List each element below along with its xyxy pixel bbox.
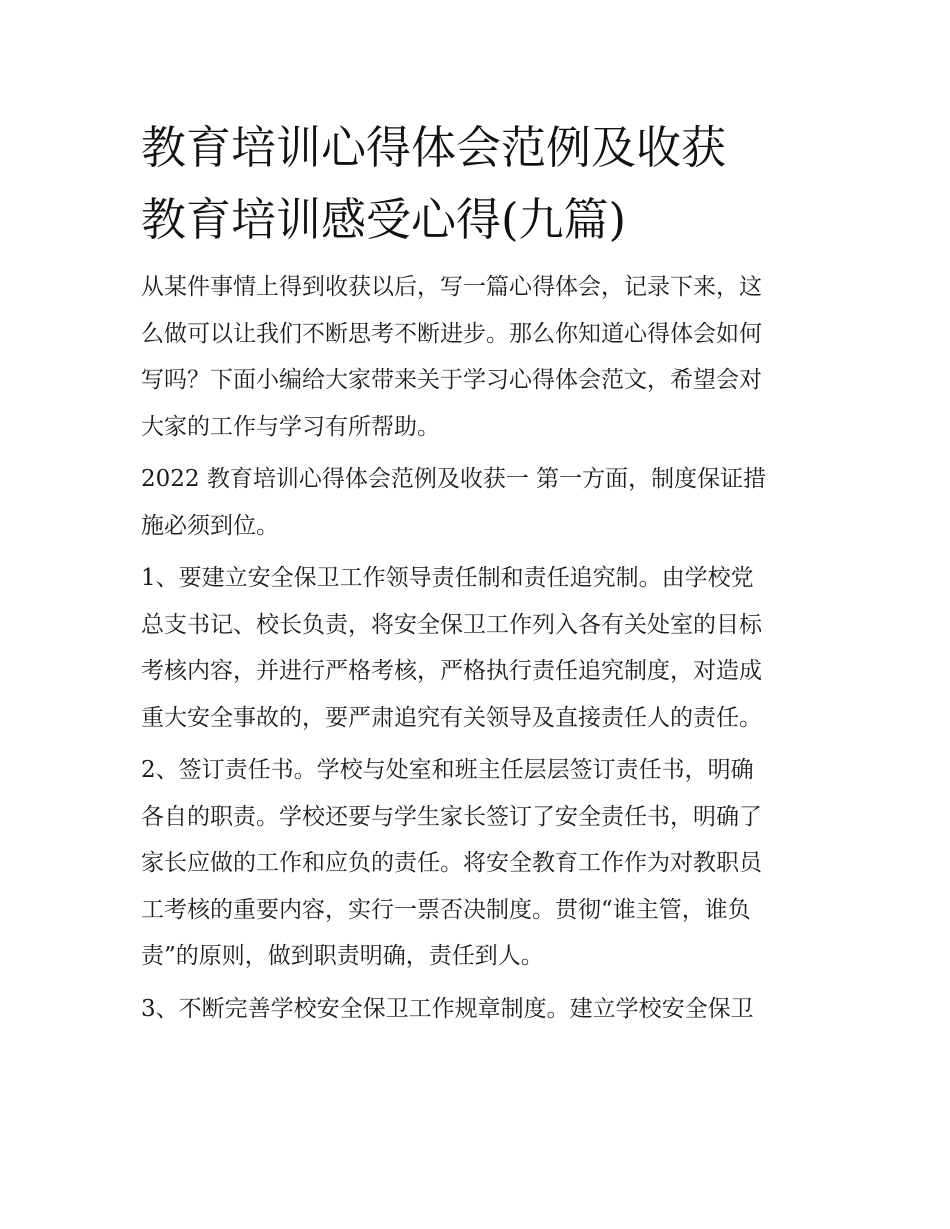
text-line: 工考核的重要内容，实行一票否决制度。贯彻“谁主管，谁负	[141, 896, 751, 923]
title-line-2: 教育培训感受心得(九篇)	[141, 193, 627, 246]
text-line: 3、不断完善学校安全保卫工作规章制度。建立学校安全保卫	[141, 995, 754, 1022]
text-line: 各自的职责。学校还要与学生家长签订了安全责任书，明确了	[141, 803, 762, 830]
text-line: 1、要建立安全保卫工作领导责任制和责任追究制。由学校党	[141, 565, 754, 591]
text-line: 施必须到位。	[141, 512, 279, 539]
text-line: 么做可以让我们不断思考不断进步。那么你知道心得体会如何	[141, 320, 762, 347]
text-line: 考核内容，并进行严格考核，严格执行责任追究制度，对造成	[141, 658, 762, 684]
section-one-paragraph	[141, 456, 813, 549]
intro-paragraph	[141, 264, 813, 450]
item-1-paragraph	[141, 555, 813, 741]
item-3-paragraph	[141, 986, 813, 1033]
text-line: 家长应做的工作和应负的责任。将安全教育工作作为对教职员	[141, 850, 762, 876]
text-line: 责”的原则，做到职责明确，责任到人。	[141, 943, 544, 969]
item-2-paragraph	[141, 747, 813, 980]
document-title	[141, 112, 813, 256]
title-line-1: 教育培训心得体会范例及收获	[141, 121, 727, 174]
text-line: 大家的工作与学习有所帮助。	[141, 413, 440, 440]
text-line: 2、签订责任书。学校与处室和班主任层层签订责任书，明确	[141, 757, 754, 783]
text-line: 从某件事情上得到收获以后，写一篇心得体会，记录下来，这	[141, 274, 762, 300]
text-line: 写吗？下面小编给大家带来关于学习心得体会范文，希望会对	[141, 367, 762, 393]
text-line: 2022 教育培训心得体会范例及收获一 第一方面，制度保证措	[141, 466, 767, 492]
document-content	[141, 112, 813, 1032]
text-line: 重大安全事故的，要严肃追究有关领导及直接责任人的责任。	[141, 704, 762, 731]
text-line: 总支书记、校长负责，将安全保卫工作列入各有关处室的目标	[141, 611, 762, 638]
